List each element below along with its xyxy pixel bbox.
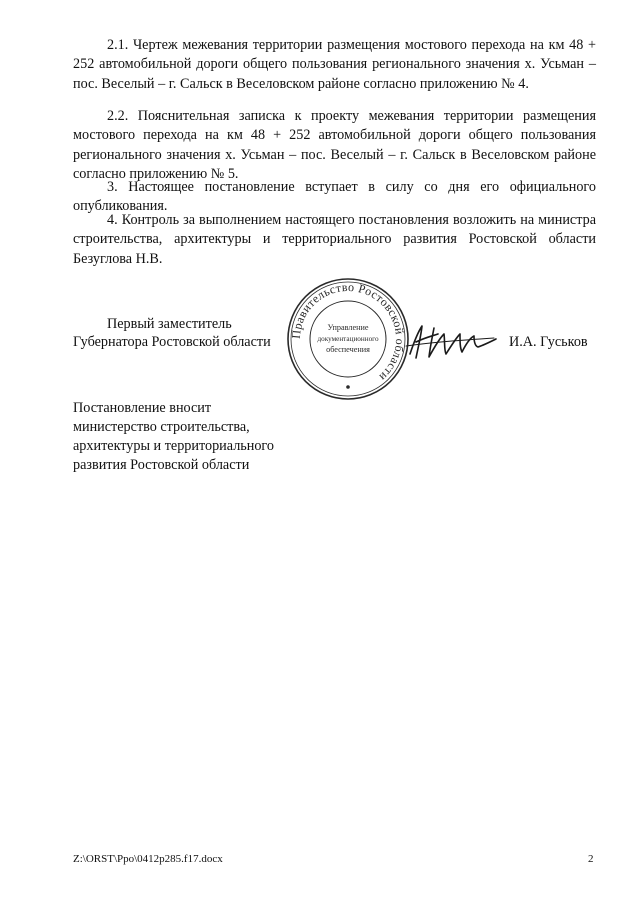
seal-inner-line1: Управление xyxy=(327,323,369,332)
submitted-by-note xyxy=(73,399,274,475)
submitted-by-line1: Постановление вносит xyxy=(73,400,212,416)
paragraph-2-1-text: 2.1. Чертеж межевания территории размещения мостового перехода на км 48 + 252 автомобильной дороги общего пользования регионального значения х. Усьман – пос. Веселый – г. Сальск в Веселовском районе согласно приложению № 4. xyxy=(73,37,596,92)
seal-dot xyxy=(346,385,350,389)
footer-file-path: Z:\ORST\Ppo\0412p285.f17.docx xyxy=(73,853,223,865)
paragraph-4 xyxy=(73,211,596,269)
handwritten-signature xyxy=(404,320,498,364)
paragraph-3-text: 3. Настоящее постановление вступает в силу со дня его официального опубликования. xyxy=(73,179,596,215)
paragraph-2-2 xyxy=(73,107,596,184)
seal-outer-text: Правительство Ростовской области xyxy=(288,279,408,385)
signatory-name: И.А. Гуськов xyxy=(509,334,588,350)
submitted-by-line4: развития Ростовской области xyxy=(73,457,250,473)
paragraph-2-1 xyxy=(73,36,596,94)
seal-inner-line2: документационного xyxy=(317,335,379,343)
official-seal-stamp xyxy=(284,275,412,403)
paragraph-2-2-text: 2.2. Пояснительная записка к проекту межевания территории размещения мостового перехода на км 48 + 252 автомобильной дороги общего пользования регионального значения х. Усьман – пос. Веселый – г. Сальск в Веселовском районе согласно приложению № 5. xyxy=(73,108,596,182)
seal-inner-line3: обеспечения xyxy=(326,345,370,354)
paragraph-4-text: 4. Контроль за выполнением настоящего постановления возложить на министра строительства, архитектуры и территориального развития Ростовской области Безуглова Н.В. xyxy=(73,212,596,267)
footer-page-number: 2 xyxy=(588,853,594,865)
submitted-by-line3: архитектуры и территориального xyxy=(73,438,274,454)
signatory-position-line2: Губернатора Ростовской области xyxy=(73,334,271,350)
submitted-by-line2: министерство строительства, xyxy=(73,419,250,435)
signatory-position-line1: Первый заместитель xyxy=(107,316,232,332)
